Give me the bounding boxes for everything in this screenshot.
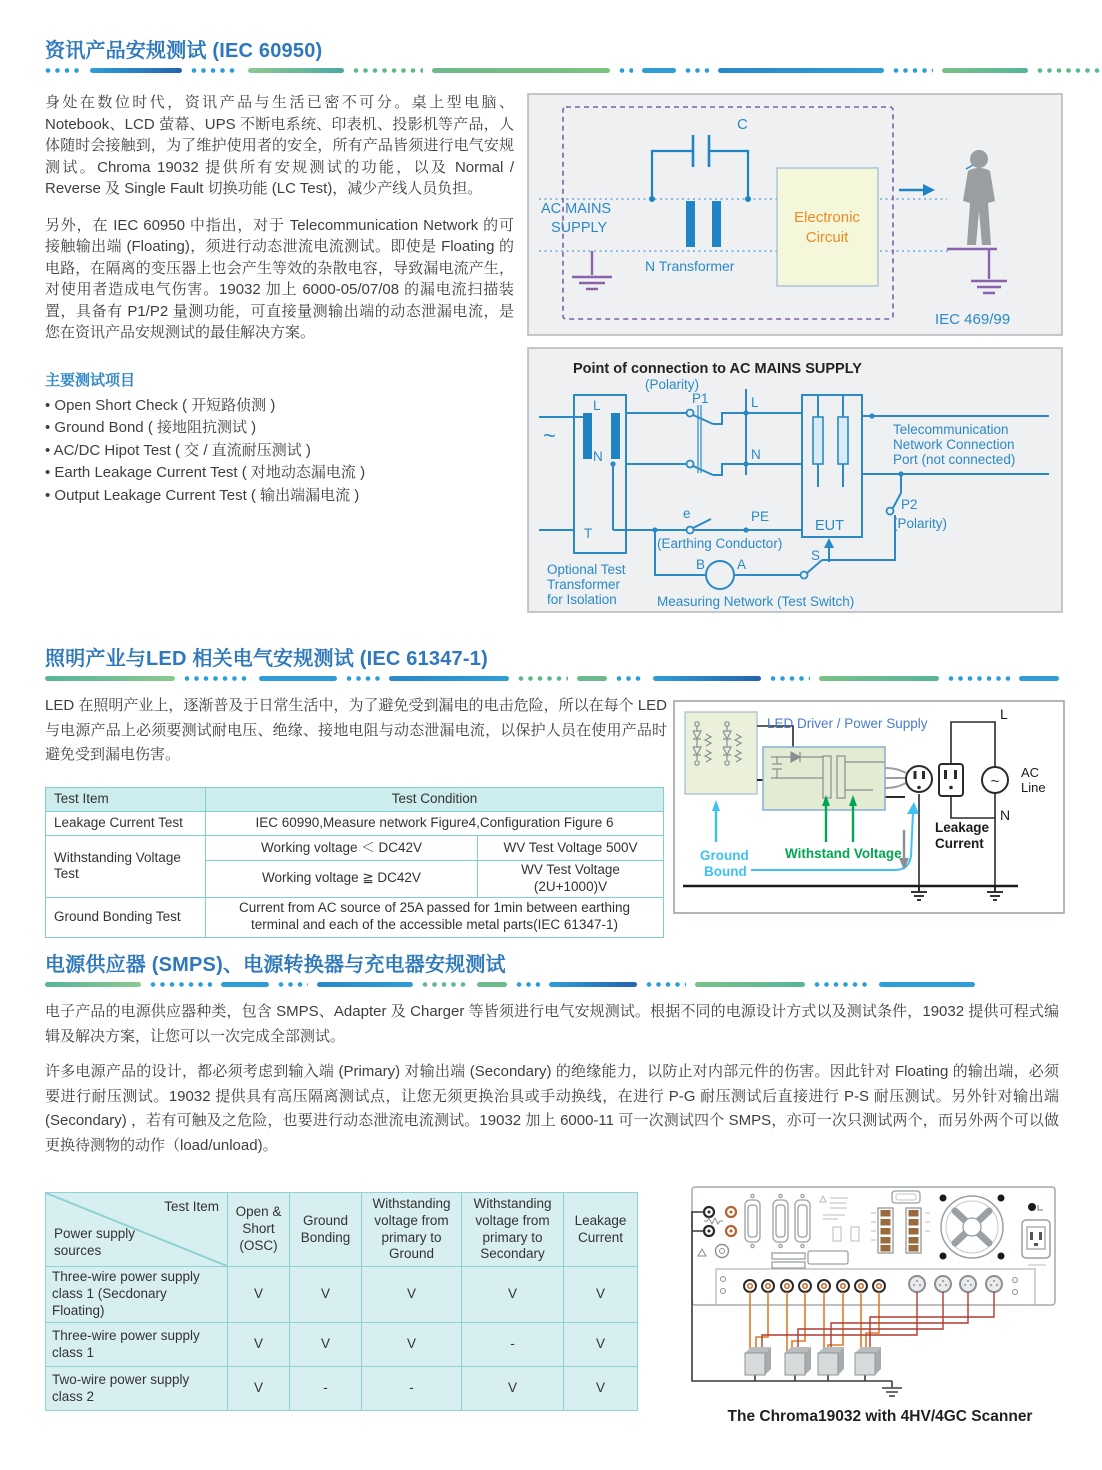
table-row xyxy=(46,1323,638,1367)
section2-paragraph: LED 在照明产业上，逐渐普及于日常生活中，为了避免受到漏电的电击危险，所以在每个 LED 与电源产品上必须要测试耐电压、绝缘、接地电阻与动态泄漏电流，以保护人员在使用产品时避免受到漏电伤害。 xyxy=(45,697,667,763)
table-cell-condition: WV Test Voltage 500V xyxy=(478,836,664,861)
optional-transformer-label-3: for Isolation xyxy=(547,592,617,607)
table-cell: V xyxy=(564,1323,638,1367)
section3-title: 电源供应器 (SMPS)、电源转换器与充电器安规测试 xyxy=(45,954,506,976)
optional-transformer-label-1: Optional Test xyxy=(547,562,626,577)
section-divider-1 xyxy=(45,68,1058,73)
table-header-col: Withstanding voltage from primary to Secondary xyxy=(462,1193,564,1267)
led-test-table xyxy=(45,787,664,938)
measuring-network-label: Measuring Network (Test Switch) xyxy=(657,594,855,609)
polarity-label-1: (Polarity) xyxy=(645,377,700,392)
capacitor-label: C xyxy=(737,116,748,133)
label-a: A xyxy=(737,557,747,572)
smps-test-table xyxy=(45,1192,638,1411)
diagram2-title: Point of connection to AC MAINS SUPPLY xyxy=(573,361,862,377)
electronic-circuit-label-1: Electronic xyxy=(794,209,860,226)
leakage-path-diagram xyxy=(527,93,1063,336)
label-l-in: L xyxy=(593,398,601,413)
table-row-item: Ground Bonding Test xyxy=(46,897,206,937)
section1-text-column xyxy=(45,92,514,507)
table-cell: V xyxy=(462,1367,564,1411)
optional-transformer-label-2: Transformer xyxy=(547,577,621,592)
label-l-main: L xyxy=(751,395,759,410)
label-p1: P1 xyxy=(692,391,709,406)
table-cell: V xyxy=(564,1367,638,1411)
rear-panel-illustration xyxy=(678,1185,1070,1430)
table-cell: - xyxy=(290,1367,362,1411)
leakage-current-label-2: Current xyxy=(935,836,984,851)
table-cell-condition: Current from AC source of 25A passed for 1min between earthing terminal and each of the accessible metal parts(IEC 61347-1) xyxy=(206,897,664,937)
iec-469-label: IEC 469/99 xyxy=(935,311,1011,328)
telecom-label-1: Telecommunication xyxy=(893,422,1009,437)
table-header-col: Ground Bonding xyxy=(290,1193,362,1267)
table-row-item: Leakage Current Test xyxy=(46,812,206,836)
table-cell-condition: IEC 60990,Measure network Figure4,Configuration Figure 6 xyxy=(206,812,664,836)
label-p2: P2 xyxy=(901,497,918,512)
table-row xyxy=(46,1367,638,1411)
leakage-current-label-1: Leakage xyxy=(935,820,990,835)
row-label: Two-wire power supply class 2 xyxy=(46,1367,228,1411)
label-n-main: N xyxy=(751,447,761,462)
label-t: T xyxy=(584,526,593,541)
section3-paragraph-1: 电子产品的电源供应器种类，包含 SMPS、Adapter 及 Charger 等皆须进行电气安规测试。根据不同的电源设计方式以及测试条件，19032 提供可程式编辑及解决方案，让您可以一次完成全部测试。 xyxy=(45,1003,1059,1045)
label-pe: PE xyxy=(751,509,770,524)
ac-mains-label-2: SUPPLY xyxy=(551,220,608,236)
ground-bound-label-2: Bound xyxy=(704,864,747,879)
table-header-test-item: Test Item xyxy=(46,788,206,812)
table-cell: V xyxy=(290,1323,362,1367)
ac-source-symbol: ~ xyxy=(543,423,556,448)
table-cell: V xyxy=(290,1267,362,1323)
section3-paragraph-2: 许多电源产品的设计，都必须考虑到输入端 (Primary) 对输出端 (Secondary) 的绝缘能力，以防止对内部元件的伤害。因此针对 Floating 的输出端，必须要进行耐压测试。19032 提供具有高压隔离测试点，让您无须更换治具或手动换线，在进行 P-G 耐压测试后直接进行 P-S 耐压测试。另外针对输出端 (Secondary) ，若有可触及之危险，也要进行动态泄流电流测试。19032 加上 6000-11 可一次测试四个 SMPS，亦可一次只测试两个，而另外两个可以做更换待测物的动作（load/unload)。 xyxy=(45,1063,1059,1154)
table-cell-condition: Working voltage ≧ DC42V xyxy=(206,861,478,898)
table-cell: V xyxy=(362,1323,462,1367)
table-row xyxy=(46,1267,638,1323)
section-divider-3 xyxy=(45,982,1058,987)
table-cell: - xyxy=(462,1323,564,1367)
equipment-caption: The Chroma19032 with 4HV/4GC Scanner xyxy=(727,1408,1033,1425)
table-cell-condition: Working voltage ＜ DC42V xyxy=(206,836,478,861)
section-divider-2 xyxy=(45,676,1058,681)
label-b: B xyxy=(696,557,706,572)
list-item: • Open Short Check ( 开短路侦测 ) xyxy=(45,395,514,418)
ac-tilde: ~ xyxy=(990,773,1000,790)
list-item: • Output Leakage Current Test ( 输出端漏电流 ) xyxy=(45,485,514,508)
section1-paragraph-2: 另外，在 IEC 60950 中指出，对于 Telecommunication Network 的可接触输出端 (Floating)，须进行动态泄流电流测试。即使是 Floating 的电路，在隔离的变压器上也会产生等效的杂散电容，导致漏电流产生，对使用者造成电气伤害。19032 加上 6000-05/07/08 的漏电流扫描装置，具备有 P1/P2 量测功能，可直接量测输出端的动态泄漏电流，是您在资讯产品安规测试的最佳解决方案。 xyxy=(45,216,514,341)
label-l: L xyxy=(1000,706,1008,722)
table-cell: V xyxy=(228,1267,290,1323)
table-corner-cell xyxy=(46,1193,228,1267)
label-n: N xyxy=(1000,807,1011,823)
table-header-test-condition: Test Condition xyxy=(206,788,664,812)
label-s: S xyxy=(811,548,821,563)
row-label: Three-wire power supply class 1 xyxy=(46,1323,228,1367)
section2-title: 照明产业与LED 相关电气安规测试 (IEC 61347-1) xyxy=(45,648,488,670)
polarity-label-2: (Polarity) xyxy=(893,516,948,531)
label-n-in: N xyxy=(593,449,603,464)
corner-label-test-item: Test Item xyxy=(164,1199,219,1214)
table-cell: V xyxy=(228,1323,290,1367)
telecom-label-3: Port (not connected) xyxy=(893,452,1016,467)
ac-line-label-1: AC xyxy=(1021,765,1040,780)
led-driver-label: LED Driver / Power Supply xyxy=(767,716,928,731)
row-label: Three-wire power supply class 1 (Secdonary Floating) xyxy=(46,1267,228,1323)
dut-boxes xyxy=(745,1347,881,1375)
ac-mains-label-1: AC MAINS xyxy=(541,201,612,217)
earthing-conductor-label: (Earthing Conductor) xyxy=(657,536,783,551)
table-header-col: Withstanding voltage from primary to Ground xyxy=(362,1193,462,1267)
connection-point-diagram xyxy=(527,347,1063,613)
ac-line-label-2: Line xyxy=(1021,780,1046,795)
table-row-item: Withstanding Voltage Test xyxy=(46,836,206,898)
table-cell-condition: WV Test Voltage (2U+1000)V xyxy=(478,861,664,898)
label-eut: EUT xyxy=(815,518,844,534)
list-item: • Ground Bond ( 接地阻抗测试 ) xyxy=(45,417,514,440)
ground-bound-label-1: Ground xyxy=(700,848,749,863)
table-header-col: Leakage Current xyxy=(564,1193,638,1267)
section1-paragraph-1: 身处在数位时代，资讯产品与生活已密不可分。桌上型电脑、Notebook、LCD 萤幕、UPS 不断电系统、印表机、投影机等产品，人体随时会接触到，为了维护使用者的安全，所有产品皆须进行电气安规测试。Chroma 19032 提供所有安规测试的功能，以及 Normal / Reverse 及 Single Fault 切换功能 (LC Test)，减少产线人员负担。 xyxy=(45,94,514,197)
table-cell: V xyxy=(564,1267,638,1323)
table-cell: V xyxy=(462,1267,564,1323)
electronic-circuit-label-2: Circuit xyxy=(805,229,849,246)
list-item: • AC/DC Hipot Test ( 交 / 直流耐压测试 ) xyxy=(45,440,514,463)
corner-label-power-supply: Power supply sources xyxy=(54,1225,136,1259)
table-cell: - xyxy=(362,1367,462,1411)
table-cell: V xyxy=(228,1367,290,1411)
transformer-label: N Transformer xyxy=(645,258,735,274)
table-header-col: Open & Short (OSC) xyxy=(228,1193,290,1267)
test-items-list xyxy=(45,395,514,508)
telecom-label-2: Network Connection xyxy=(893,437,1015,452)
section1-title: 资讯产品安规测试 (IEC 60950) xyxy=(45,40,323,62)
led-test-diagram xyxy=(673,700,1065,914)
label-e: e xyxy=(683,506,691,521)
plug-icon xyxy=(906,766,932,792)
withstand-voltage-label: Withstand Voltage xyxy=(785,846,902,861)
socket-icon xyxy=(939,764,963,796)
test-items-subheading: 主要测试项目 xyxy=(45,371,136,389)
list-item: • Earth Leakage Current Test ( 对地动态漏电流 ) xyxy=(45,462,514,485)
table-cell: V xyxy=(362,1267,462,1323)
